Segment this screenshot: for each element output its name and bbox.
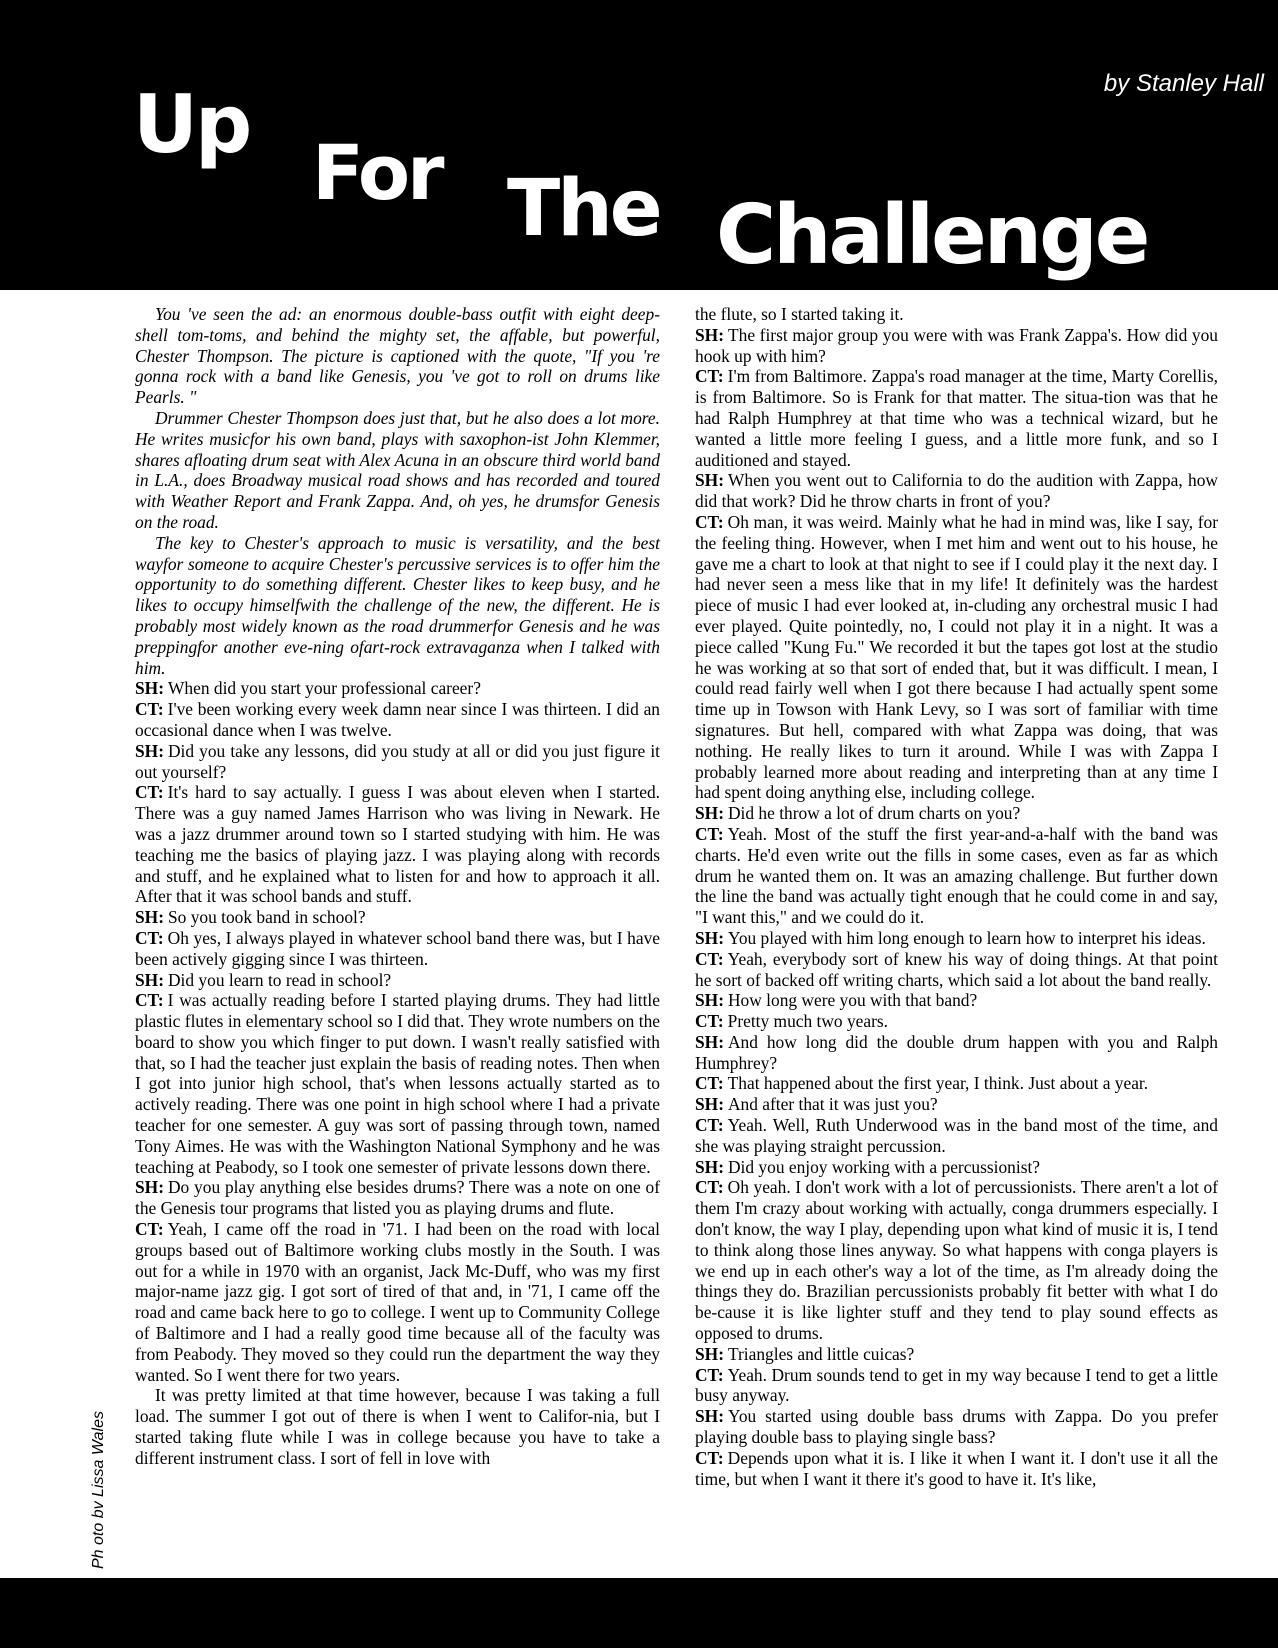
interview-exchange	[135, 1219, 660, 1385]
answer-text: Do you play anything else besides drums? There was a note on one of the Genesis tour programs that listed you as playing drums and flute.	[135, 1177, 660, 1219]
speaker-label: CT:	[695, 823, 724, 844]
interview-exchange	[695, 949, 1218, 991]
answer-text: Yeah. Drum sounds tend to get in my way because I tend to get a little busy anyway.	[695, 1364, 1218, 1406]
answer-text: Oh yeah. I don't work with a lot of percussionists. There aren't a lot of them I'm crazy about working with actually, conga drummers especially. I don't know, the way I play, depending upon what kind of music it is, I tend to think along those lines anyway. So what happens with conga players is we end up in each other's way a lot of the time, as I'm already doing the things they do. Brazilian percussionists probably fit better with what I do be-cause it is like lighter stuff and they tend to play sound effects as opposed to drums.	[695, 1177, 1218, 1344]
speaker-label: SH:	[695, 990, 724, 1011]
speaker-label: CT:	[695, 1073, 724, 1094]
speaker-label: CT:	[135, 699, 164, 720]
answer-text: You started using double bass drums with Zappa. Do you prefer playing double bass to playing single bass?	[695, 1406, 1218, 1448]
speaker-label: SH:	[695, 1156, 724, 1177]
answer-text: Pretty much two years.	[727, 1011, 889, 1032]
answer-text: Yeah, I came off the road in '71. I had been on the road with local groups based out of Baltimore working clubs mostly in the South. I was out for a while in 1970 with an organist, Jack Mc-Duff, who was my first major-name jazz gig. I got sort of tired of that and, in '71, I came off the road and came back here to go to college. I went up to Community College of Baltimore and I had a really good time because all of the faculty was from Peabody. They moved so they could run the department the way they wanted. So I went there for two years.	[135, 1219, 660, 1385]
speaker-label: CT:	[695, 1011, 724, 1032]
title-banner	[0, 0, 1278, 290]
answer-text: And after that it was just you?	[728, 1094, 938, 1115]
interview-exchange	[695, 1032, 1218, 1074]
interview-exchange	[135, 741, 660, 783]
answer-text: Triangles and little cuicas?	[728, 1343, 915, 1364]
photo-credit: Ph oto bv Lissa Wales	[90, 1410, 107, 1569]
answer-text: When you went out to California to do the audition with Zappa, how did that work? Did he throw charts in front of you?	[695, 470, 1218, 512]
title-word-challenge: Challenge	[716, 188, 1148, 283]
interview-exchange	[695, 470, 1218, 512]
answer-text: The first major group you were with was Frank Zappa's. How did you hook up with him?	[695, 324, 1218, 366]
left-text-column	[135, 304, 660, 1469]
answer-text: And how long did the double drum happen with you and Ralph Humphrey?	[695, 1031, 1218, 1073]
speaker-label: CT:	[695, 366, 724, 387]
interview-exchange	[135, 699, 660, 741]
answer-text: When did you start your professional career?	[168, 678, 481, 699]
title-word-the: The	[507, 164, 660, 254]
interview-exchange	[135, 782, 660, 907]
interview-exchange	[695, 1177, 1218, 1343]
answer-text: I've been working every week damn near since I was thirteen. I did an occasional dance when I was twelve.	[135, 699, 660, 740]
answer-text: Yeah. Most of the stuff the first year-and-a-half with the band was charts. He'd even write out the fills in some cases, even as far as which drum he wanted them on. It was an amazing challenge. But further down the line the band was actually tight enough that he could come in and say, "I want this," and we could do it.	[695, 823, 1218, 928]
interview-exchange	[695, 366, 1218, 470]
speaker-label: SH:	[695, 927, 724, 948]
interview-exchange	[135, 990, 660, 1177]
answer-text: Oh yes, I always played in whatever school band there was, but I have been actively gigging since I was thirteen.	[135, 927, 660, 969]
interview-exchange	[695, 325, 1218, 367]
interview-exchange	[695, 1094, 1218, 1115]
speaker-label: SH:	[135, 678, 164, 699]
interview-exchange	[695, 928, 1218, 949]
title-word-for: For	[312, 128, 442, 217]
answer-text: I'm from Baltimore. Zappa's road manager at the time, Marty Corellis, is from Baltimore. So is Frank for that matter. The situa-tion was that he had Ralph Humphrey at that time who was a technical wizard, but he wanted a little more feeling I guess, and a little more funk, and so I auditioned and stayed.	[695, 366, 1218, 470]
speaker-label: CT:	[695, 948, 724, 969]
right-text-column	[695, 304, 1218, 1489]
answer-text: How long were you with that band?	[728, 990, 978, 1011]
answer-text: You played with him long enough to learn how to interpret his ideas.	[728, 927, 1206, 948]
interview-exchange	[135, 970, 660, 991]
answer-text: Oh man, it was weird. Mainly what he had in mind was, like I say, for the feeling thing. However, when I met him and went out to his house, he gave me a chart to look at that night to see if I could play it the next day. I had never seen a mess like that in my life! It definitely was the hardest piece of music I had ever looked at, in-cluding any orchestral music I had ever played. Quite pointedly, no, I could not play it in a night. It was a piece called "Kung Fu." We recorded it but the tapes got lost at the studio he was working at so that sort of ended that, but it was difficult. I mean, I could read fairly well when I got there because I had actually spent some time up in Towson with Hank Levy, so I was sort of familiar with time signatures. But hell, compared with what Zappa was doing, that was nothing. He really likes to turn it around. While I was with Zappa I probably learned more about reading and interpreting than at any time I had spent doing anything else, including college.	[695, 511, 1218, 803]
speaker-label: SH:	[135, 969, 164, 990]
speaker-label: CT:	[135, 782, 164, 803]
speaker-label: SH:	[695, 1094, 724, 1115]
speaker-label: CT:	[135, 990, 164, 1011]
interview-exchange	[135, 907, 660, 928]
speaker-label: SH:	[695, 1343, 724, 1364]
interview-exchange	[695, 803, 1218, 824]
interview-exchange	[695, 1406, 1218, 1448]
answer-text: Yeah, everybody sort of knew his way of doing things. At that point he sort of backed off writing charts, which said a lot about the band really.	[695, 948, 1218, 990]
intro-paragraph: You 've seen the ad: an enormous double-bass outfit with eight deep-shell tom-toms, and behind the mighty set, the affable, but powerful, Chester Thompson. The picture is captioned with the quote, "If you 're gonna rock with a band like Genesis, you 've got to roll on drums like Pearls. "	[135, 304, 660, 408]
answer-text: So you took band in school?	[168, 907, 366, 928]
speaker-label: CT:	[695, 1364, 724, 1385]
interview-exchange	[695, 1365, 1218, 1407]
interview-exchange	[695, 1344, 1218, 1365]
answer-text: Depends upon what it is. I like it when I want it. I don't use it all the time, but when I want it there it's good to have it. It's like,	[695, 1447, 1218, 1489]
speaker-label: CT:	[135, 927, 164, 948]
interview-exchange	[695, 990, 1218, 1011]
speaker-label: CT:	[695, 1447, 724, 1468]
answer-text: Yeah. Well, Ruth Underwood was in the band most of the time, and she was playing straight percussion.	[695, 1115, 1218, 1156]
speaker-label: CT:	[695, 1177, 724, 1198]
answer-text: Did you learn to read in school?	[168, 969, 392, 990]
speaker-label: SH:	[695, 324, 724, 345]
intro-paragraph: The key to Chester's approach to music is versatility, and the best wayfor someone to acquire Chester's percussive services is to offer him the opportunity to do something different. Chester likes to keep busy, and he likes to occupy himselfwith the challenge of the new, the different. He is probably most widely known as the road drummerfor Genesis and he was preppingfor another eve-ning ofart-rock extravaganza when I talked with him.	[135, 532, 660, 678]
body-paragraph: the flute, so I started taking it.	[695, 304, 904, 324]
interview-exchange	[135, 678, 660, 699]
interview-exchange	[695, 1448, 1218, 1490]
speaker-label: CT:	[135, 1219, 164, 1240]
answer-text: I was actually reading before I started playing drums. They had little plastic flutes in elementary school so I did that. They wrote numbers on the board to show you which finger to put down. I wasn't really satisfied with that, so I had the teacher just explain the basis of reading notes. Then when I got into junior high school, that's when lessons actually started as to actively reading. There was one point in high school where I had a private teacher for one semester. A guy was sort of passing through town, named Tony Aimes. He was with the Washington National Symphony and he was teaching at Peabody, so I took one semester of private lessons down there.	[135, 990, 660, 1177]
speaker-label: SH:	[695, 803, 724, 824]
footer-bar	[0, 1578, 1278, 1648]
byline: by Stanley Hall	[1103, 70, 1264, 97]
answer-text: That happened about the first year, I think. Just about a year.	[727, 1073, 1149, 1094]
answer-text: Did you take any lessons, did you study at all or did you just figure it out yourself?	[135, 740, 660, 782]
body-paragraph: It was pretty limited at that time however, because I was taking a full load. The summer I got out of there is when I went to Califor-nia, but I started taking flute while I was in college because you have to take a different instrument class. I sort of fell in love with	[135, 1385, 660, 1468]
speaker-label: CT:	[695, 1115, 724, 1136]
interview-exchange	[695, 1073, 1218, 1094]
interview-exchange	[695, 824, 1218, 928]
interview-exchange	[695, 512, 1218, 803]
speaker-label: CT:	[695, 511, 724, 532]
interview-exchange	[135, 928, 660, 970]
intro-paragraph: Drummer Chester Thompson does just that, but he also does a lot more. He writes musicfor his own band, plays with saxophon-ist John Klemmer, shares afloating drum seat with Alex Acuna in an obscure third world band in L.A., does Broadway musical road shows and has recorded and toured with Weather Report and Frank Zappa. And, oh yes, he drumsfor Genesis on the road.	[135, 407, 660, 532]
answer-text: Did he throw a lot of drum charts on you?	[728, 803, 1021, 824]
interview-exchange	[695, 1011, 1218, 1032]
speaker-label: SH:	[695, 470, 724, 491]
answer-text: It's hard to say actually. I guess I was about eleven when I started. There was a guy named James Harrison who was living in Newark. He was a jazz drummer around town so I started studying with him. He was teaching me the basics of playing jazz. I was playing along with records and stuff, and he explained what to listen for and how to approach it all. After that it was school bands and stuff.	[135, 782, 660, 907]
answer-text: Did you enjoy working with a percussionist?	[728, 1156, 1041, 1177]
title-word-up: Up	[133, 78, 250, 171]
speaker-label: SH:	[135, 907, 164, 928]
interview-exchange	[135, 1177, 660, 1219]
speaker-label: SH:	[695, 1406, 724, 1427]
interview-exchange	[695, 1157, 1218, 1178]
speaker-label: SH:	[135, 1177, 164, 1198]
speaker-label: SH:	[695, 1031, 724, 1052]
speaker-label: SH:	[135, 740, 164, 761]
interview-exchange	[695, 1115, 1218, 1157]
